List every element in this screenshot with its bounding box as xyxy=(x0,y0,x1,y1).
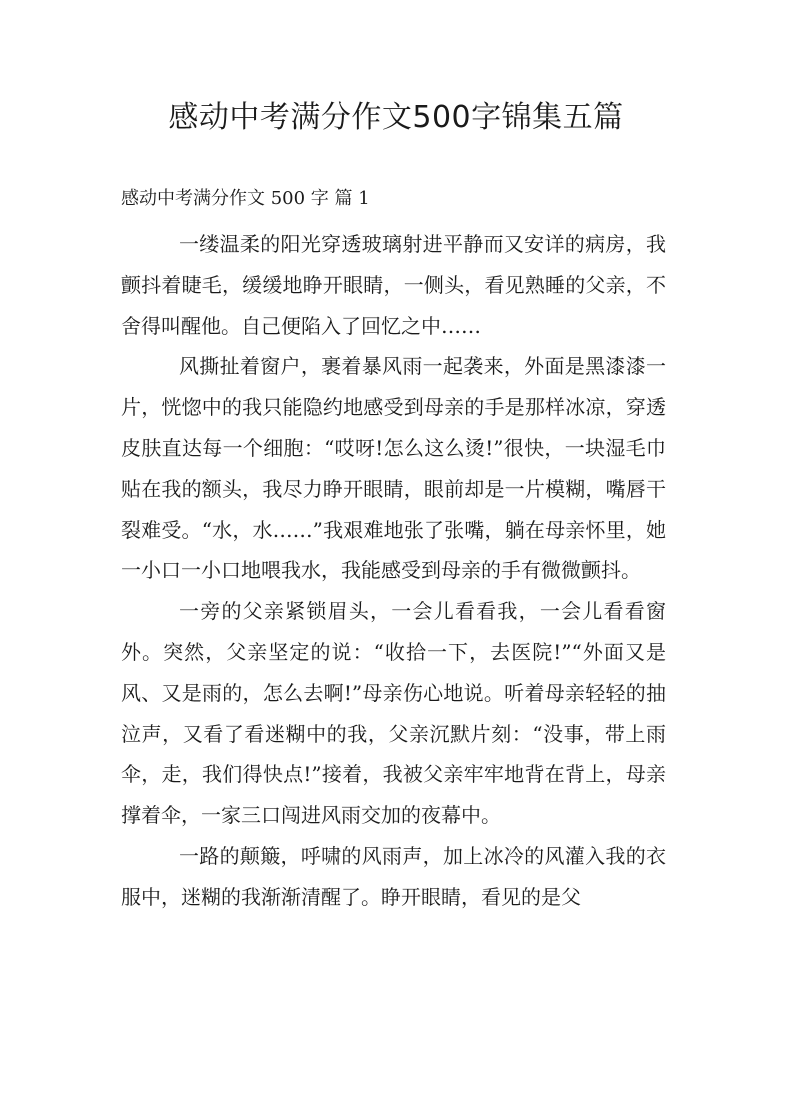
section-heading: 感动中考满分作文 500 字 篇 1 xyxy=(121,188,370,209)
paragraph-2: 风撕扯着窗户，裹着暴风雨一起袭来，外面是黑漆漆一片，恍惚中的我只能隐约地感受到母亲的手是那样冰凉，穿透皮肤直达每一个细胞：“哎呀!怎么这么烫!”很快，一块湿毛巾贴在我的额头，我尽力睁开眼睛，眼前却是一片模糊，嘴唇干裂难受。“水，水……”我艰难地张了张嘴，躺在母亲怀里，她一小口一小口地喂我水，我能感受到母亲的手有微微颤抖。 xyxy=(121,354,666,583)
document-body xyxy=(121,224,666,918)
paragraph-3: 一旁的父亲紧锁眉头，一会儿看看我，一会儿看看窗外。突然，父亲坚定的说：“收拾一下，去医院!”“外面又是风、又是雨的，怎么去啊!”母亲伤心地说。听着母亲轻轻的抽泣声，又看了看迷糊中的我，父亲沉默片刻：“没事，带上雨伞，走，我们得快点!”接着，我被父亲牢牢地背在背上，母亲撑着伞，一家三口闯进风雨交加的夜幕中。 xyxy=(121,599,666,828)
paragraph-4: 一路的颠簸，呼啸的风雨声，加上冰冷的风灌入我的衣服中，迷糊的我渐渐清醒了。睁开眼睛，看见的是父 xyxy=(121,843,666,909)
paragraph-1: 一缕温柔的阳光穿透玻璃射进平静而又安详的病房，我颤抖着睫毛，缓缓地睁开眼睛，一侧头，看见熟睡的父亲，不舍得叫醒他。自己便陷入了回忆之中…… xyxy=(121,232,666,338)
document-title: 感动中考满分作文500字锦集五篇 xyxy=(168,100,624,135)
